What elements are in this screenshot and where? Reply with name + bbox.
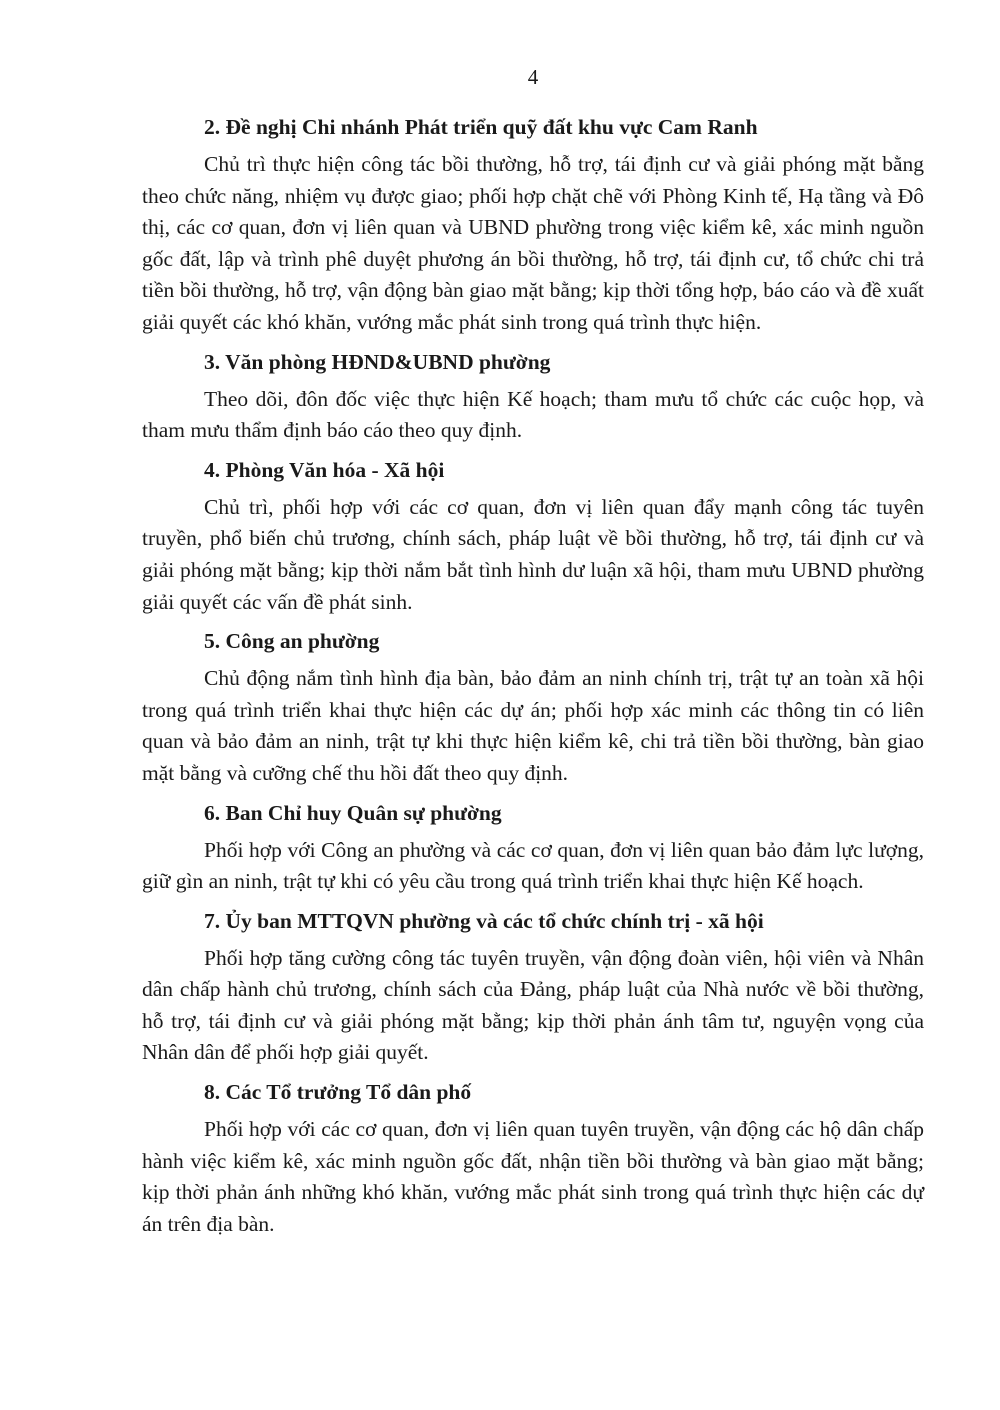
section-3 <box>142 347 924 447</box>
section-6 <box>142 798 924 898</box>
section-heading: 7. Ủy ban MTTQVN phường và các tổ chức chính trị - xã hội <box>204 908 764 933</box>
section-body: Chủ trì thực hiện công tác bồi thường, hỗ trợ, tái định cư và giải phóng mặt bằng theo chức năng, nhiệm vụ được giao; phối hợp chặt chẽ với Phòng Kinh tế, Hạ tầng và Đô thị, các cơ quan, đơn vị liên quan và UBND phường trong việc kiểm kê, xác minh nguồn gốc đất, lập và trình phê duyệt phương án bồi thường, hỗ trợ, tái định cư, tổ chức chi trả tiền bồi thường, hỗ trợ, vận động bàn giao mặt bằng; kịp thời tổng hợp, báo cáo và đề xuất giải quyết các khó khăn, vướng mắc phát sinh trong quá trình thực hiện. <box>142 152 924 334</box>
section-body: Chủ động nắm tình hình địa bàn, bảo đảm an ninh chính trị, trật tự an toàn xã hội trong quá trình triển khai thực hiện các dự án; phối hợp xác minh các thông tin có liên quan và bảo đảm an ninh, trật tự khi thực hiện kiểm kê, chi trả tiền bồi thường, bàn giao mặt bằng và cưỡng chế thu hồi đất theo quy định. <box>142 666 924 785</box>
section-heading: 3. Văn phòng HĐND&UBND phường <box>204 349 551 374</box>
section-heading: 2. Đề nghị Chi nhánh Phát triển quỹ đất khu vực Cam Ranh <box>204 115 758 139</box>
section-4 <box>142 455 924 618</box>
section-heading: 8. Các Tổ trưởng Tổ dân phố <box>204 1080 472 1105</box>
section-body: Phối hợp với các cơ quan, đơn vị liên quan tuyên truyền, vận động các hộ dân chấp hành việc kiểm kê, xác minh nguồn gốc đất, nhận tiền bồi thường và bàn giao mặt bằng; kịp thời phản ánh những khó khăn, vướng mắc phát sinh trong quá trình thực hiện các dự án trên địa bàn. <box>142 1117 924 1236</box>
section-2 <box>142 112 924 339</box>
section-heading: 4. Phòng Văn hóa - Xã hội <box>204 457 445 482</box>
section-body: Phối hợp với Công an phường và các cơ quan, đơn vị liên quan bảo đảm lực lượng, giữ gìn an ninh, trật tự khi có yêu cầu trong quá trình triển khai thực hiện Kế hoạch. <box>142 837 924 894</box>
section-heading: 6. Ban Chỉ huy Quân sự phường <box>204 800 502 825</box>
section-7 <box>142 906 924 1069</box>
page-number: 4 <box>527 65 539 89</box>
section-heading: 5. Công an phường <box>204 629 380 654</box>
section-5 <box>142 626 924 789</box>
section-8 <box>142 1077 924 1240</box>
section-body: Theo dõi, đôn đốc việc thực hiện Kế hoạch; tham mưu tổ chức các cuộc họp, và tham mưu thẩm định báo cáo theo quy định. <box>142 386 924 443</box>
section-body: Phối hợp tăng cường công tác tuyên truyền, vận động đoàn viên, hội viên và Nhân dân chấp hành chủ trương, chính sách của Đảng, pháp luật của Nhà nước về bồi thường, hỗ trợ, tái định cư và giải phóng mặt bằng; kịp thời phản ánh tâm tư, nguyện vọng của Nhân dân để phối hợp giải quyết. <box>142 945 924 1065</box>
section-body: Chủ trì, phối hợp với các cơ quan, đơn vị liên quan đẩy mạnh công tác tuyên truyền, phổ biến chủ trương, chính sách, pháp luật về bồi thường, hỗ trợ, tái định cư và giải phóng mặt bằng; kịp thời nắm bắt tình hình dư luận xã hội, tham mưu UBND phường giải quyết các vấn đề phát sinh. <box>142 494 924 614</box>
